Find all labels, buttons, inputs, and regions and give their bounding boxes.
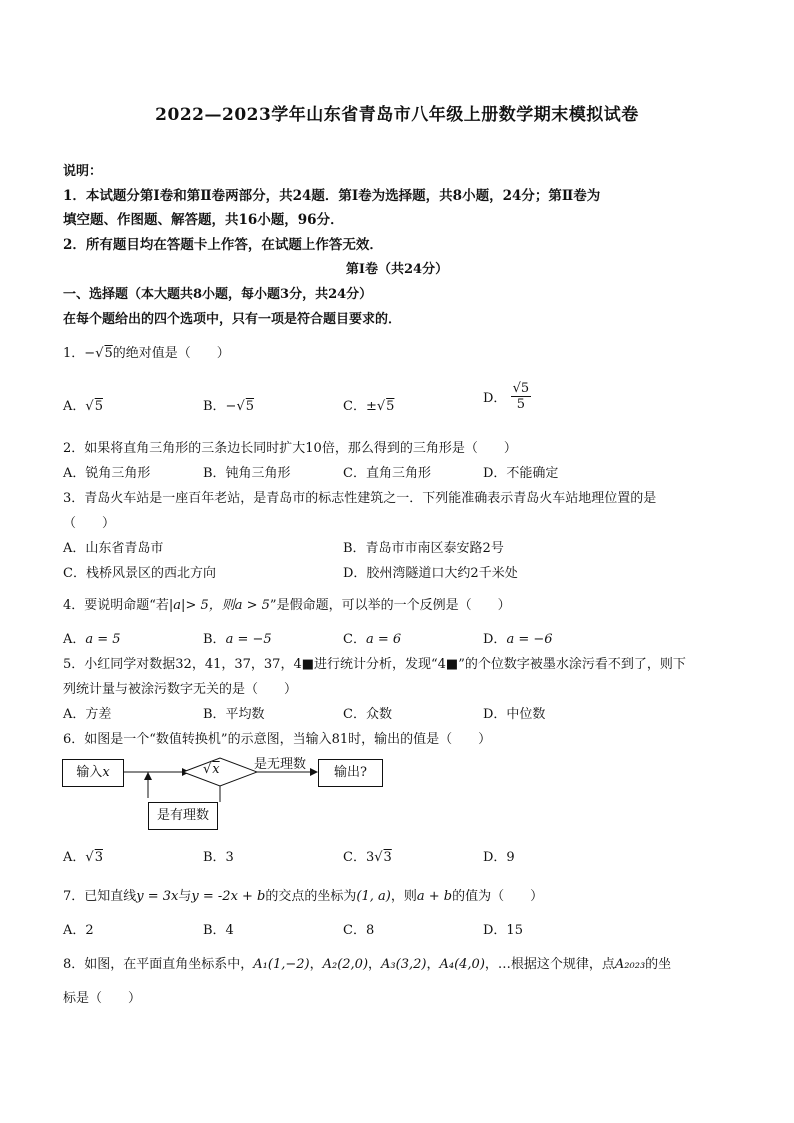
q1-option-b[interactable]: B．−√5: [203, 399, 255, 414]
question-6-stem: 6．如图是一个“数值转换机”的示意图，当输入81时，输出的值是（ ）: [63, 732, 492, 747]
irrational-label: 是无理数: [254, 757, 307, 772]
diamond-sqrt-label: √x: [203, 762, 220, 777]
q4-option-a[interactable]: A．a = 5: [63, 632, 121, 647]
q6-option-b[interactable]: B．3: [203, 850, 234, 865]
q2-option-b[interactable]: B．钝角三角形: [203, 466, 291, 481]
question-1-stem: 1．−√5的绝对值是（ ）: [63, 346, 230, 361]
section1-instruction: 在每个题给出的四个选项中，只有一项是符合题目要求的．: [63, 312, 402, 327]
question-3-stem: 3．青岛火车站是一座百年老站，是青岛市的标志性建筑之一．下列能准确表示青岛火车站地理位置的是: [63, 491, 657, 506]
q3-option-b[interactable]: B．青岛市市南区泰安路2号: [343, 541, 504, 556]
q2-option-d[interactable]: D．不能确定: [483, 466, 559, 481]
q6-option-d[interactable]: D．9: [483, 850, 515, 865]
q4-option-b[interactable]: B．a = −5: [203, 632, 272, 647]
section1-heading: 一、选择题（本大题共8小题，每小题3分，共24分）: [63, 287, 373, 302]
q4-option-d[interactable]: D．a = −6: [483, 632, 553, 647]
note-1b: 填空题、作图题、解答题，共16小题，96分．: [63, 212, 344, 228]
q1-option-a[interactable]: A．√5: [63, 399, 103, 414]
q6-option-a[interactable]: A．√3: [63, 850, 103, 865]
question-4-stem: 4．要说明命题“若|a|> 5，则a > 5”是假命题，可以举的一个反例是（ ）: [63, 598, 511, 613]
input-box: 输入x: [62, 759, 124, 787]
q3-option-d[interactable]: D．胶州湾隧道口大约2千米处: [343, 566, 518, 581]
question-2-stem: 2．如果将直角三角形的三条边长同时扩大10倍，那么得到的三角形是（ ）: [63, 441, 517, 456]
part1-title: 第Ⅰ卷（共24分）: [345, 262, 449, 277]
question-8-stem: 8．如图，在平面直角坐标系中，A₁(1,−2)，A₂(2,0)，A₃(3,2)，A₄(4,0)，…根据这个规律，点A₂₀₂₃的坐: [63, 957, 672, 972]
q5-option-d[interactable]: D．中位数: [483, 707, 546, 722]
q5-option-b[interactable]: B．平均数: [203, 707, 265, 722]
q5-option-a[interactable]: A．方差: [63, 707, 112, 722]
notes-label: 说明：: [63, 164, 103, 179]
question-5-stem-cont: 列统计量与被涂污数字无关的是（ ）: [63, 682, 298, 697]
note-2: 2．所有题目均在答题卡上作答，在试题上作答无效．: [63, 237, 383, 253]
q7-option-a[interactable]: A．2: [63, 923, 94, 938]
q1-option-d[interactable]: D． $\frac{√5}{5}$: [483, 381, 530, 412]
q7-option-b[interactable]: B．4: [203, 923, 234, 938]
q6-option-c[interactable]: C．3√3: [343, 850, 392, 865]
output-box: 输出?: [318, 759, 383, 787]
q1-option-c[interactable]: C．±√5: [343, 399, 395, 414]
q2-option-c[interactable]: C．直角三角形: [343, 466, 431, 481]
question-5-stem: 5．小红同学对数据32，41，37，37，4■进行统计分析，发现“4■”的个位数字被墨水涂污看不到了，则下: [63, 657, 686, 672]
q7-option-c[interactable]: C．8: [343, 923, 375, 938]
question-8-stem-cont: 标是（ ）: [63, 991, 142, 1006]
q2-option-a[interactable]: A．锐角三角形: [63, 466, 151, 481]
q4-option-c[interactable]: C．a = 6: [343, 632, 402, 647]
q3-option-a[interactable]: A．山东省青岛市: [63, 541, 164, 556]
rational-box: 是有理数: [148, 802, 218, 830]
exam-title: 2022—2023学年山东省青岛市八年级上册数学期末模拟试卷: [155, 105, 639, 125]
q3-option-c[interactable]: C．栈桥风景区的西北方向: [63, 566, 216, 581]
question-3-stem-cont: （ ）: [63, 516, 116, 531]
q5-option-c[interactable]: C．众数: [343, 707, 392, 722]
q7-option-d[interactable]: D．15: [483, 923, 523, 938]
note-1a: 1．本试题分第Ⅰ卷和第Ⅱ卷两部分，共24题．第Ⅰ卷为选择题，共8小题，24分；第Ⅱ卷为: [63, 188, 601, 204]
question-7-stem: 7．已知直线y = 3x与y = -2x + b的交点的坐标为(1, a)，则a + b的值为（ ）: [63, 889, 544, 904]
